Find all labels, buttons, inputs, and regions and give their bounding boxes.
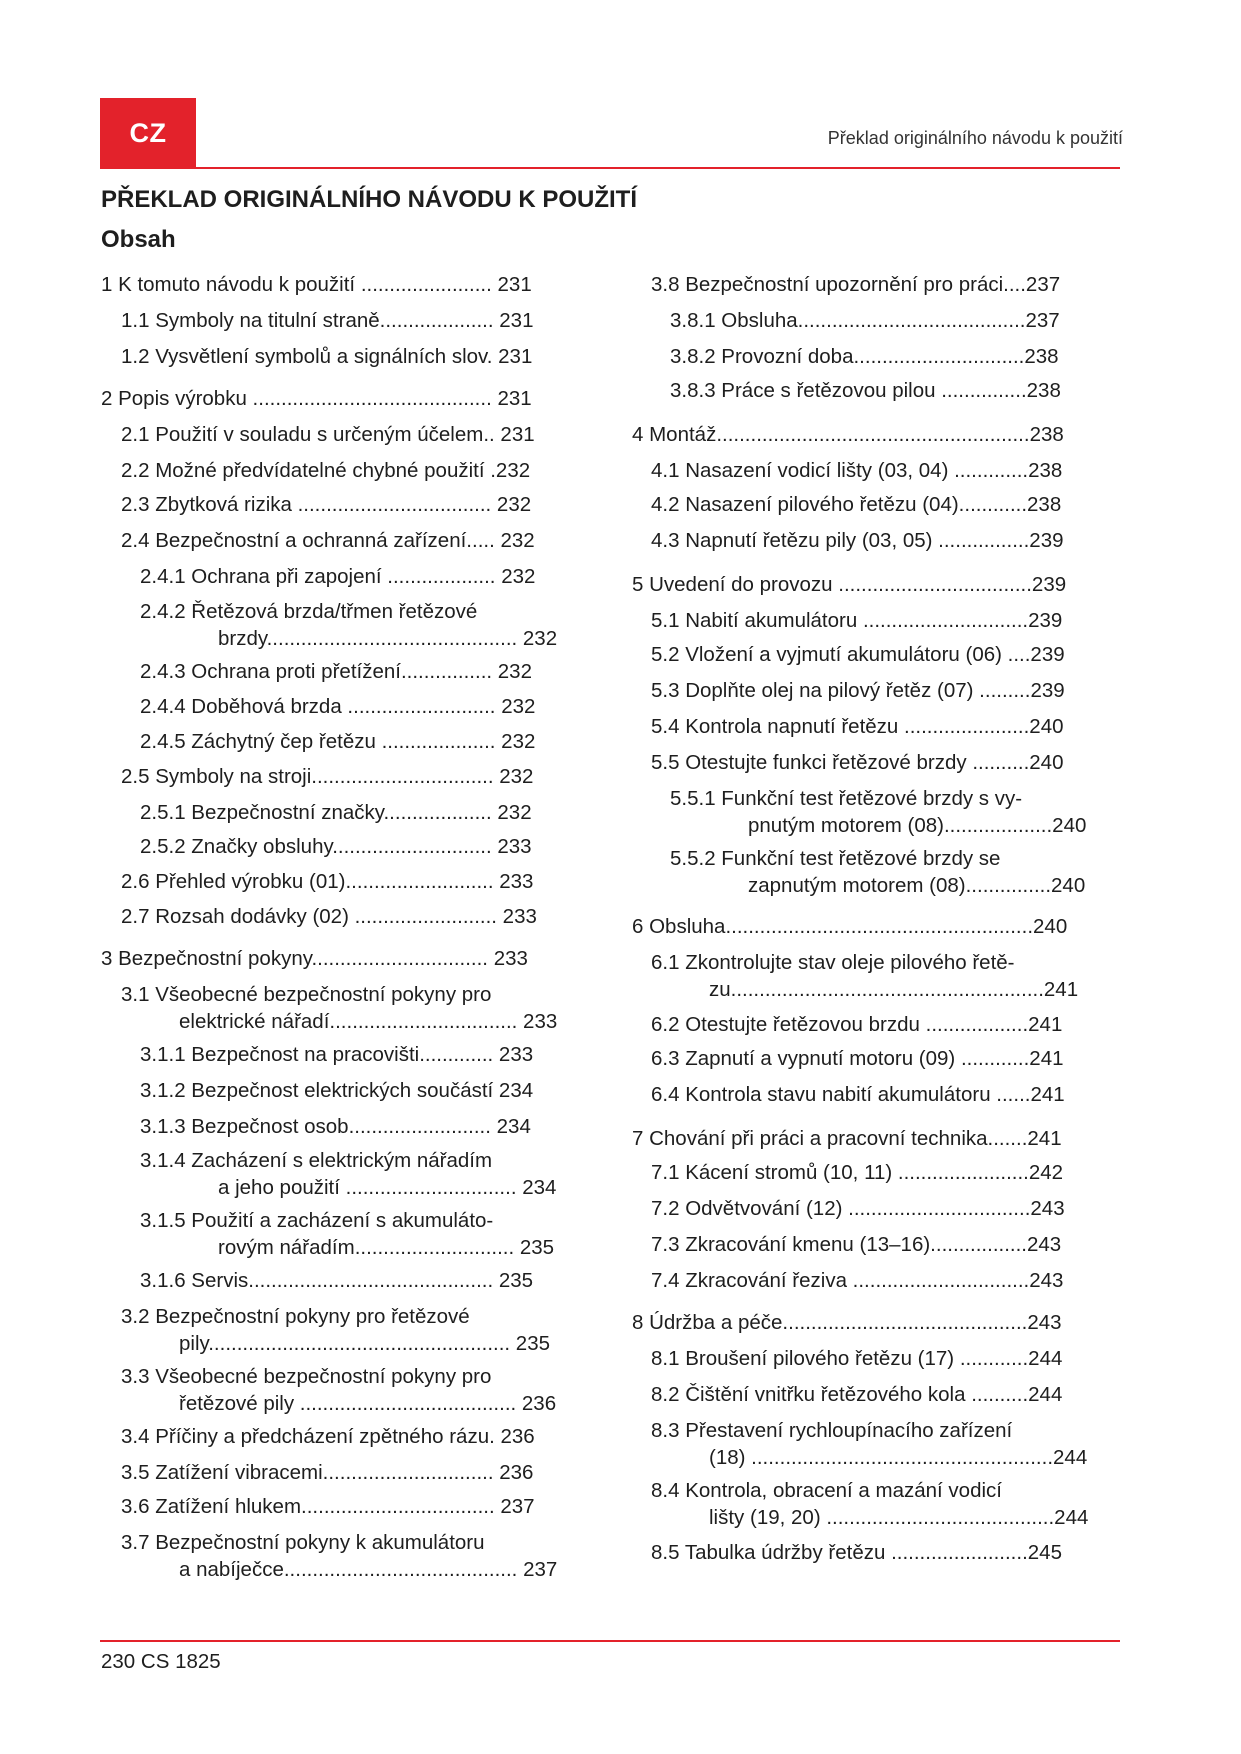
toc-entry[interactable]: 2.4.4 Doběhová brzda .......................... 232 [140, 695, 536, 718]
document-title: PŘEKLAD ORIGINÁLNÍHO NÁVODU K POUŽITÍ [101, 186, 638, 213]
toc-entry[interactable]: 1.2 Vysvětlení symbolů a signálních slov. 231 [121, 345, 533, 368]
toc-entry[interactable]: 6.2 Otestujte řetězovou brzdu ..................241 [651, 1013, 1063, 1036]
language-tab: CZ [100, 98, 196, 168]
toc-entry[interactable]: 2.7 Rozsah dodávky (02) ......................... 233 [121, 905, 537, 928]
toc-entry[interactable]: 8.4 Kontrola, obracení a mazání vodicí lišty (19, 20) ........................................244 [651, 1479, 1089, 1529]
toc-entry[interactable]: 2.4.3 Ochrana proti přetížení................ 232 [140, 660, 532, 683]
toc-entry[interactable]: 2.4 Bezpečnostní a ochranná zařízení..... 232 [121, 529, 535, 552]
toc-entry[interactable]: 5 Uvedení do provozu ..................................239 [632, 573, 1067, 596]
toc-entry[interactable]: 3.2 Bezpečnostní pokyny pro řetězové pily..................................................... 235 [121, 1305, 551, 1355]
toc-entry[interactable]: 8 Údržba a péče...........................................243 [632, 1311, 1062, 1334]
toc-entry[interactable]: 3.5 Zatížení vibracemi.............................. 236 [121, 1461, 534, 1484]
toc-entry[interactable]: 8.2 Čištění vnitřku řetězového kola ..........244 [651, 1383, 1063, 1406]
toc-entry[interactable]: 8.5 Tabulka údržby řetězu ........................245 [651, 1541, 1062, 1564]
toc-entry[interactable]: 7.1 Kácení stromů (10, 11) .......................242 [651, 1161, 1064, 1184]
toc-entry[interactable]: 3 Bezpečnostní pokyny............................... 233 [101, 947, 528, 970]
toc-entry[interactable]: 5.5.2 Funkční test řetězové brzdy se zapnutým motorem (08)...............240 [670, 847, 1086, 897]
toc-entry[interactable]: 2.6 Přehled výrobku (01).......................... 233 [121, 870, 534, 893]
toc-entry[interactable]: 3.1.6 Servis........................................... 235 [140, 1269, 534, 1292]
toc-entry[interactable]: 5.4 Kontrola napnutí řetězu ......................240 [651, 715, 1064, 738]
toc-entry[interactable]: 7.3 Zkracování kmenu (13–16).................243 [651, 1233, 1062, 1256]
contents-heading: Obsah [101, 226, 176, 253]
toc-entry[interactable]: 4 Montáž.......................................................238 [632, 423, 1064, 446]
toc-entry[interactable]: 3.4 Příčiny a předcházení zpětného rázu. 236 [121, 1425, 535, 1448]
toc-entry[interactable]: 3.8.2 Provozní doba..............................238 [670, 345, 1059, 368]
toc-entry[interactable]: 3.1.2 Bezpečnost elektrických součástí 234 [140, 1079, 534, 1102]
toc-entry[interactable]: 2.2 Možné předvídatelné chybné použití .232 [121, 459, 531, 482]
toc-entry[interactable]: 5.5 Otestujte funkci řetězové brzdy ..........240 [651, 751, 1064, 774]
toc-entry[interactable]: 3.1.3 Bezpečnost osob......................... 234 [140, 1115, 531, 1138]
toc-entry[interactable]: 3.6 Zatížení hlukem.................................. 237 [121, 1495, 535, 1518]
toc-entry[interactable]: 1 K tomuto návodu k použití ....................... 231 [101, 273, 532, 296]
toc-entry[interactable]: 2.5.2 Značky obsluhy............................ 233 [140, 835, 532, 858]
toc-entry[interactable]: 2.4.2 Řetězová brzda/třmen řetězové brzdy............................................ 232 [140, 600, 558, 650]
page-footer: 230 CS 1825 [101, 1650, 221, 1673]
toc-entry[interactable]: 3.1 Všeobecné bezpečnostní pokyny pro elektrické nářadí................................. 233 [121, 983, 558, 1033]
toc-entry[interactable]: 3.8.3 Práce s řetězovou pilou ...............238 [670, 379, 1061, 402]
toc-entry[interactable]: 2.4.5 Záchytný čep řetězu .................... 232 [140, 730, 536, 753]
toc-entry[interactable]: 8.3 Přestavení rychloupínacího zařízení (18) .....................................................244 [651, 1419, 1088, 1469]
toc-entry[interactable]: 5.3 Doplňte olej na pilový řetěz (07) .........239 [651, 679, 1065, 702]
toc-entry[interactable]: 2.4.1 Ochrana při zapojení ................... 232 [140, 565, 536, 588]
toc-entry[interactable]: 7 Chování při práci a pracovní technika.......241 [632, 1127, 1062, 1150]
toc-entry[interactable]: 2.5.1 Bezpečnostní značky................... 232 [140, 801, 532, 824]
toc-entry[interactable]: 7.2 Odvětvování (12) ................................243 [651, 1197, 1065, 1220]
footer-divider [100, 1640, 1120, 1642]
toc-entry[interactable]: 5.1 Nabití akumulátoru .............................239 [651, 609, 1063, 632]
toc-entry[interactable]: 1.1 Symboly na titulní straně.................... 231 [121, 309, 534, 332]
toc-entry[interactable]: 2.3 Zbytková rizika .................................. 232 [121, 493, 532, 516]
toc-entry[interactable]: 5.5.1 Funkční test řetězové brzdy s vy- pnutým motorem (08)...................240 [670, 787, 1087, 837]
toc-entry[interactable]: 3.3 Všeobecné bezpečnostní pokyny pro řetězové pily ...................................... 236 [121, 1365, 557, 1415]
running-header: Překlad originálního návodu k použití [827, 128, 1123, 148]
toc-entry[interactable]: 3.1.5 Použití a zacházení s akumuláto- rovým nářadím............................ 235 [140, 1209, 555, 1259]
toc-entry[interactable]: 6.1 Zkontrolujte stav oleje pilového řetě- zu.......................................................241 [651, 951, 1079, 1001]
toc-entry[interactable]: 3.1.1 Bezpečnost na pracovišti............. 233 [140, 1043, 534, 1066]
toc-entry[interactable]: 2 Popis výrobku .......................................... 231 [101, 387, 532, 410]
toc-entry[interactable]: 8.1 Broušení pilového řetězu (17) ............244 [651, 1347, 1063, 1370]
toc-entry[interactable]: 3.7 Bezpečnostní pokyny k akumulátoru a nabíječce......................................... 237 [121, 1531, 558, 1581]
toc-entry[interactable]: 3.8.1 Obsluha........................................237 [670, 309, 1060, 332]
toc-entry[interactable]: 6 Obsluha......................................................240 [632, 915, 1068, 938]
toc-entry[interactable]: 4.3 Napnutí řetězu pily (03, 05) ................239 [651, 529, 1064, 552]
toc-entry[interactable]: 2.1 Použití v souladu s určeným účelem.. 231 [121, 423, 535, 446]
toc-entry[interactable]: 7.4 Zkracování řeziva ...............................243 [651, 1269, 1064, 1292]
toc-entry[interactable]: 2.5 Symboly na stroji................................ 232 [121, 765, 534, 788]
toc-entry[interactable]: 3.8 Bezpečnostní upozornění pro práci....237 [651, 273, 1061, 296]
toc-entry[interactable]: 6.3 Zapnutí a vypnutí motoru (09) ............241 [651, 1047, 1064, 1070]
toc-entry[interactable]: 3.1.4 Zacházení s elektrickým nářadím a jeho použití .............................. 234 [140, 1149, 557, 1199]
toc-entry[interactable]: 4.2 Nasazení pilového řetězu (04)............238 [651, 493, 1062, 516]
toc-entry[interactable]: 6.4 Kontrola stavu nabití akumulátoru ......241 [651, 1083, 1065, 1106]
toc-entry[interactable]: 4.1 Nasazení vodicí lišty (03, 04) .............238 [651, 459, 1063, 482]
toc-entry[interactable]: 5.2 Vložení a vyjmutí akumulátoru (06) ....239 [651, 643, 1065, 666]
